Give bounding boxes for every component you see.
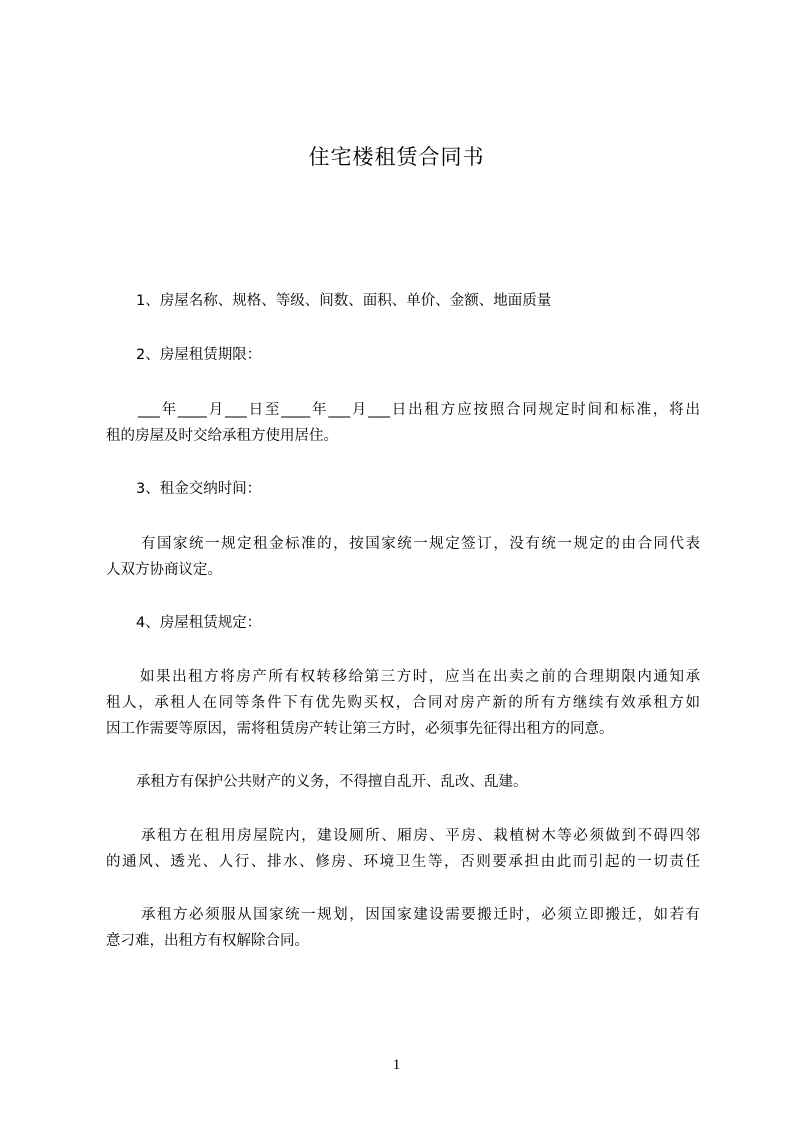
- section-2-heading: 2、房屋租赁期限：: [136, 347, 262, 363]
- section-4-paragraph-line: 租人，承租人在同等条件下有优先购买权，合同对房产新的所有方继续有效承租方如: [106, 695, 700, 711]
- section-4-paragraph-line: 的通风、透光、人行、排水、修房、环境卫生等，否则要承担由此而引起的一切责任: [106, 854, 700, 870]
- section-4-paragraph-line: 如果出租方将房产所有权转移给第三方时，应当在出卖之前的合理期限内通知承: [140, 669, 700, 685]
- section-3-heading: 3、租金交纳时间：: [136, 481, 262, 497]
- section-4-paragraph-line: 承租方有保护公共财产的义务，不得擅自乱开、乱改、乱建。: [136, 774, 528, 790]
- section-4-heading: 4、房屋租赁规定：: [136, 615, 262, 631]
- page-number: 1: [392, 1057, 401, 1073]
- section-1-heading: 1、房屋名称、规格、等级、间数、面积、单价、金额、地面质量: [136, 293, 552, 309]
- section-2-paragraph-line: 租的房屋及时交给承租方使用居住。: [106, 428, 338, 444]
- section-3-paragraph-line: 人双方协商议定。: [106, 562, 222, 578]
- section-4-paragraph-line: 因工作需要等原因，需将租赁房产转让第三方时，必须事先征得出租方的同意。: [106, 721, 614, 737]
- section-4-paragraph-line: 承租方在租用房屋院内，建设厕所、厢房、平房、栽植树木等必须做到不碍四邻: [141, 828, 700, 844]
- section-3-paragraph-line: 有国家统一规定租金标准的，按国家统一规定签订，没有统一规定的由合同代表: [141, 536, 700, 552]
- section-4-paragraph-line: 承租方必须服从国家统一规划，因国家建设需要搬迁时，必须立即搬迁，如若有: [141, 907, 700, 923]
- section-2-paragraph-line: ___年____月___日至____年___月___日出租方应按照合同规定时间和标准，将出: [138, 402, 700, 418]
- section-4-paragraph-line: 意刁难，出租方有权解除合同。: [106, 933, 309, 949]
- document-title: 住宅楼租赁合同书: [308, 145, 485, 169]
